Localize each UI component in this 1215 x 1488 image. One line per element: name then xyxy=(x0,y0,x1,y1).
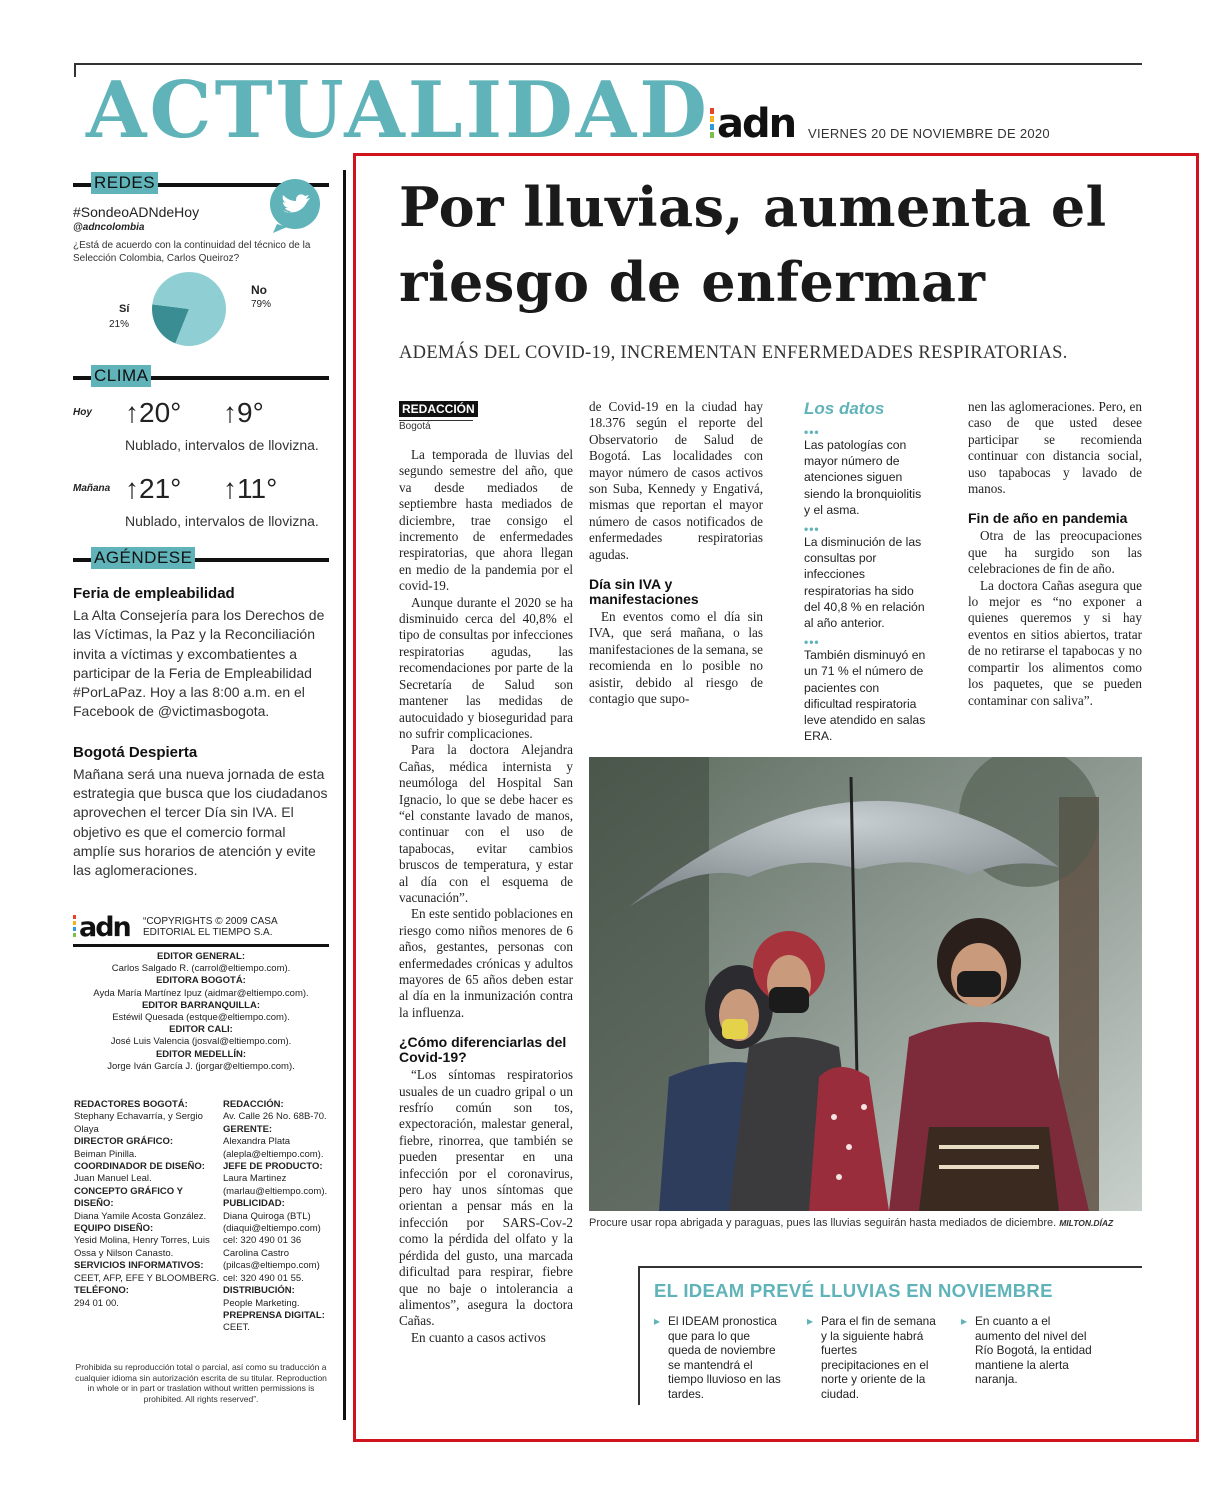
editor-name: Carlos Salgado R. (carrol@eltiempo.com). xyxy=(111,963,291,975)
pie-value-si: 21% xyxy=(109,319,130,330)
editor-role: EDITOR BARRANQUILLA: xyxy=(141,999,261,1011)
paragraph: Para la doctora Alejandra Cañas, médica internista y neumóloga del Hospital San Ignacio, lo que se debe hacer es “el constante lavado de manos, continuar con el uso de tapabocas, evitar cambios bruscos de temperatura, y estar al día con el esquema de vacunación”. xyxy=(399,742,573,905)
subheading: Fin de año en pandemia xyxy=(968,510,1128,527)
pie-label-si: Sí xyxy=(119,303,130,315)
credit-role: EQUIPO DISEÑO: xyxy=(74,1223,154,1235)
poll-pie-chart xyxy=(73,271,329,357)
poll-handle: @adncolombia xyxy=(73,222,145,233)
datos-item: También disminuyó en un 71 % el número de pacientes con dificultad respiratoria leve atendido en salas ERA. xyxy=(804,648,926,744)
article-column-1 xyxy=(399,447,573,1346)
credit-text: Diana Quiroga (BTL) (diaqui@eltiempo.com) cel: 320 490 01 36 Carolina Castro (pilcas@eltiempo.com) cel: 320 490 01 55. xyxy=(223,1210,321,1284)
poll-question: ¿Está de acuerdo con la continuidad del técnico de la Selección Colombia, Carlos Queiroz? xyxy=(73,240,311,264)
credit-role: REDACCIÓN: xyxy=(223,1099,284,1110)
editor-role: EDITOR GENERAL: xyxy=(157,951,245,962)
column-separator xyxy=(343,170,346,1420)
credit-role: PREPRENSA DIGITAL: xyxy=(223,1309,325,1321)
paragraph: La temporada de lluvias del segundo semestre del año, que va desde mediados de septiembre hasta mediados de diciembre, trae consigo el incremento de enfermedades respiratorias, que ahora llegan en medio de la pandemia por el covid-19. xyxy=(399,447,573,594)
credits-left xyxy=(74,1099,220,1310)
weather-low: ↑9° xyxy=(223,397,264,428)
credits-right xyxy=(223,1099,331,1335)
logo-text: adn xyxy=(717,101,796,147)
agenda-item-body: La Alta Consejería para los Derechos de las Víctimas, la Paz y la Reconciliación invita a víctimas y excombatientes a participar de la Feria de Empleabilidad #PorLaPaz. Hoy a las 8:00 a.m. en el Facebook de @victimasbogota. xyxy=(73,607,325,720)
paragraph: En eventos como el día sin IVA, que será mañana, o las manifestaciones de la semana, se recomienda en lo posible no asistir, debido al riesgo de contagio que supo- xyxy=(589,609,763,707)
datos-title: Los datos xyxy=(804,399,885,418)
credit-text: Beiman Pinilla. xyxy=(74,1148,137,1160)
paragraph: “Los síntomas respiratorios usuales de un cuadro gripal o un resfrío común son tos, expectoración, malestar general, fiebre, rinorrea, que también se pueden presentar en una infección por el coronavirus, pero hay unos síntomas que orientan a pensar más en la infección por SARS-Cov-2 como la pérdida del olfato y la pérdida del gusto, una marcada dificultad para respirar, fiebre que no baje o intolerancia a alimentos”, asegura la doctora Cañas. xyxy=(399,1067,573,1329)
credit-text: Diana Yamile Acosta González. xyxy=(74,1210,207,1222)
editor-name: Jorge Iván García J. (jorgar@eltiempo.com). xyxy=(107,1060,295,1072)
copyright-notice: “COPYRIGHTS © 2009 CASA EDITORIAL EL TIEMPO S.A. xyxy=(143,916,278,938)
bullet-dots-icon: ••• xyxy=(804,522,820,537)
edition-date: VIERNES 20 DE NOVIEMBRE DE 2020 xyxy=(808,126,1050,141)
credit-role: REDACTORES BOGOTÁ: xyxy=(74,1099,188,1110)
weather-day: Mañana xyxy=(73,483,111,494)
weather-tomorrow xyxy=(73,465,329,541)
editor-role: EDITORA BOGOTÁ: xyxy=(156,975,246,987)
weather-desc: Nublado, intervalos de llovizna. xyxy=(125,513,319,529)
subheading: Día sin IVA y manifestaciones xyxy=(589,576,699,608)
credit-text: Juan Manuel Leal. xyxy=(74,1173,152,1185)
credit-role: GERENTE: xyxy=(223,1123,273,1135)
weather-high: ↑21° xyxy=(125,473,182,504)
article-headline: Por lluvias, aumenta el riesgo de enfermar xyxy=(399,175,1107,314)
redes-label: REDES xyxy=(91,172,158,194)
byline xyxy=(399,400,478,432)
ideam-box-title: EL IDEAM PREVÉ LLUVIAS EN NOVIEMBRE xyxy=(654,1280,1053,1301)
credit-text: CEET, AFP, EFE Y BLOOMBERG. xyxy=(74,1272,220,1284)
credit-role: DISTRIBUCIÓN: xyxy=(223,1285,295,1297)
clima-label: CLIMA xyxy=(91,365,151,387)
ideam-box-item: ▸ El IDEAM pronostica que para lo que queda de noviembre se mantendrá el tiempo lluvioso en las tardes. xyxy=(654,1314,786,1402)
paragraph: Aunque durante el 2020 se ha disminuido cerca del 40,8% el tipo de consultas por infecciones respiratorias agudas, las recomendaciones por parte de la Secretaría de Salud son mantener las medidas de autocuidado y bioseguridad para no sufrir complicaciones. xyxy=(399,594,573,741)
paragraph: En cuanto a casos activos xyxy=(411,1329,546,1345)
agenda-item-title: Feria de empleabilidad xyxy=(73,585,235,602)
article-subhead: ADEMÁS DEL COVID-19, INCREMENTAN ENFERMEDADES RESPIRATORIAS. xyxy=(399,343,1068,363)
weather-high: ↑20° xyxy=(125,397,182,428)
agenda-item-title: Bogotá Despierta xyxy=(73,743,198,761)
twitter-bird-icon xyxy=(267,178,323,239)
left-sidebar xyxy=(73,170,329,881)
credit-text: 294 01 00. xyxy=(74,1297,119,1309)
section-title: ACTUALIDAD xyxy=(86,65,710,156)
credit-text: Yesid Molina, Henry Torres, Luis Ossa y Nilson Canasto. xyxy=(74,1235,210,1259)
weather-today xyxy=(73,389,329,465)
weather-desc: Nublado, intervalos de llovizna. xyxy=(125,437,319,453)
paragraph: de Covid-19 en la ciudad hay 18.376 según el reporte del Observatorio de Salud de Bogotá. Las localidades con mayor número de casos activos son Suba, Kennedy y Engativá, mismas que reportan el mayor número de casos notificados de enfermedades respiratorias agudas. xyxy=(589,399,763,562)
byline-label: REDACCIÓN xyxy=(399,401,478,417)
credit-role: SERVICIOS INFORMATIVOS: xyxy=(74,1260,204,1272)
editor-role: EDITOR MEDELLÍN: xyxy=(155,1048,247,1060)
adn-logo xyxy=(710,101,796,147)
masthead-logo xyxy=(73,914,130,941)
datos-sidebar xyxy=(804,399,930,750)
logo-bars-icon xyxy=(73,915,76,937)
top-rule-tick xyxy=(74,63,76,77)
pie-svg xyxy=(151,271,227,347)
pie-value-no: 79% xyxy=(251,299,272,310)
paragraph: La doctora Cañas asegura que lo mejor es “no exponer a quienes queremos y si hay eventos en sitios abiertos, tratar de no retirarse el tapabocas y no compartir los alimentos como los paquetes, que se pueden contaminar con saliva”. xyxy=(968,577,1142,708)
article-photo xyxy=(589,757,1142,1211)
credit-text: People Marketing. xyxy=(223,1297,300,1309)
poll-hashtag: #SondeoADNdeHoy xyxy=(73,204,200,220)
credit-role: TELÉFONO: xyxy=(74,1285,129,1297)
credit-text: Alexandra Plata (alepla@eltiempo.com). xyxy=(223,1136,324,1160)
weather-low: ↑11° xyxy=(223,473,278,504)
credit-role: PUBLICIDAD: xyxy=(223,1198,285,1210)
photo-caption xyxy=(589,1217,1149,1229)
ideam-box-item: ▸ En cuanto a el aumento del nivel del Río Bogotá, la entidad mantiene la alerta naranja. xyxy=(961,1314,1093,1387)
subheading: ¿Cómo diferenciarlas del Covid-19? xyxy=(399,1034,567,1066)
agendese-label: AGÉNDESE xyxy=(91,547,195,569)
editor-name: Ayda María Martínez Ipuz (aidmar@eltiempo.com). xyxy=(93,987,309,999)
paragraph: En este sentido poblaciones en riesgo como niños menores de 6 años, gestantes, personas con enfermedades crónicas y adultos mayores de 65 años deben estar al día en la inmunización contra la influenza. xyxy=(399,906,573,1020)
legal-notice: Prohibida su reproducción total o parcial, así como su traducción a cualquier idioma sin autorización escrita de su titular. Reproduction in whole or in part or traslation without written permissions is prohibited. All rights reserved”. xyxy=(75,1362,327,1404)
credit-role: JEFE DE PRODUCTO: xyxy=(223,1161,323,1173)
credit-text: Av. Calle 26 No. 68B-70. xyxy=(223,1111,327,1123)
paragraph: nen las aglomeraciones. Pero, en caso de que usted desee participar se recomienda continuar con distancia social, uso tapabocas y lavado de manos. xyxy=(968,399,1142,497)
credit-text: Laura Martinez (marlau@eltiempo.com). xyxy=(223,1173,328,1197)
logo-bars-icon xyxy=(710,108,714,138)
caption-text: Procure usar ropa abrigada y paraguas, pues las lluvias seguirán hasta mediados de diciembre. xyxy=(589,1217,1057,1229)
bullet-dots-icon: ••• xyxy=(804,635,820,650)
credit-text: Stephany Echavarría, y Sergio Olaya xyxy=(74,1111,203,1135)
article-column-2 xyxy=(589,399,763,708)
credit-role: COORDINADOR DE DISEÑO: xyxy=(74,1161,205,1173)
clima-header xyxy=(73,363,329,389)
bullet-dots-icon: ••• xyxy=(804,425,820,439)
editor-name: Estéwil Quesada (estque@eltiempo.com). xyxy=(112,1012,290,1024)
agendese-header xyxy=(73,545,329,571)
byline-place: Bogotá xyxy=(399,420,473,432)
editor-name: José Luis Valencia (josval@eltiempo.com). xyxy=(110,1036,292,1048)
masthead-rule xyxy=(73,944,329,947)
datos-item: La disminución de las consultas por infecciones respiratorias ha sido del 40,8 % en relación al año anterior. xyxy=(804,535,925,631)
pie-label-no: No xyxy=(251,283,267,297)
paragraph: Otra de las preocupaciones que ha surgido son las celebraciones de fin de año. xyxy=(968,528,1142,577)
credit-role: DIRECTOR GRÁFICO: xyxy=(74,1136,174,1148)
weather-day: Hoy xyxy=(73,407,92,418)
credit-text: CEET. xyxy=(223,1322,250,1334)
agenda-item-body: Mañana será una nueva jornada de esta estrategia que busca que los ciudadanos aprovechen el tercer Día sin IVA. El objetivo es que el comercio formal amplíe sus horarios de atención y evite las aglomeraciones. xyxy=(73,765,328,879)
logo-text: adn xyxy=(79,912,130,943)
article-column-4 xyxy=(968,399,1142,709)
datos-item: Las patologías con mayor número de atenciones siguen siendo la bronquiolitis y el asma. xyxy=(804,438,922,517)
editors-list xyxy=(73,951,329,1073)
ideam-box-item: ▸ Para el fin de semana y la siguiente habrá fuertes precipitaciones en el norte y oriente de la ciudad. xyxy=(807,1314,939,1402)
editor-role: EDITOR CALI: xyxy=(169,1024,233,1036)
photo-credit: MILTON.DÍAZ xyxy=(1059,1218,1114,1228)
credit-role: CONCEPTO GRÁFICO Y DISEÑO: xyxy=(74,1185,183,1210)
